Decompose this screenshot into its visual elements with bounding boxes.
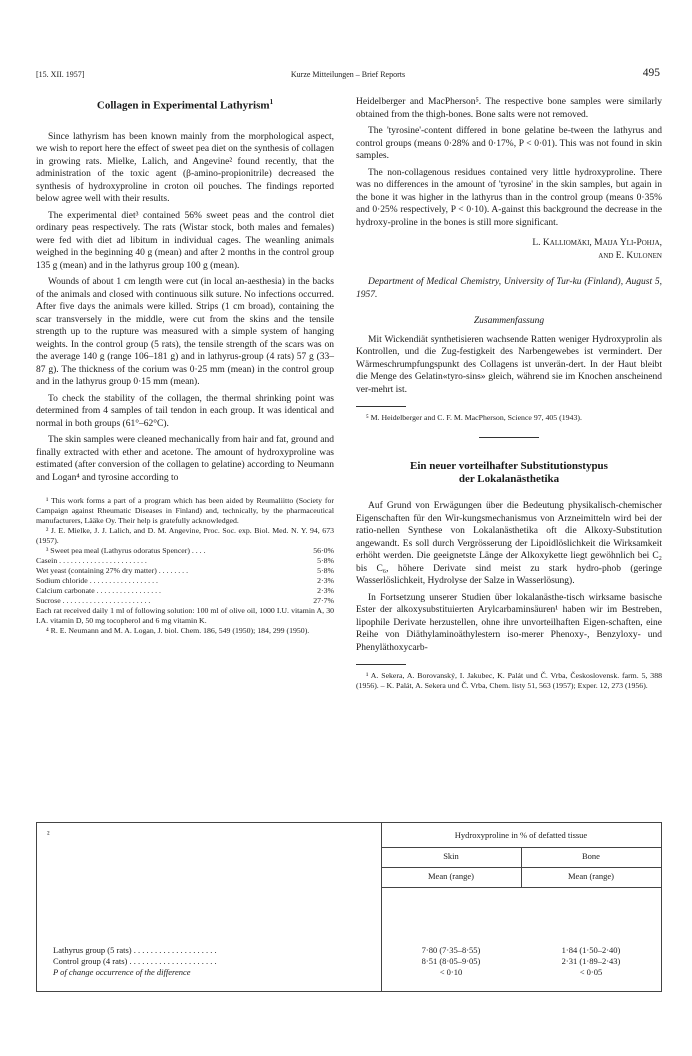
paragraph: The 'tyrosine'-content differed in bone gelatine be-tween the lathyrus and control groups (means 0·28% and 0·17%, P < 0·01). This was not found in skin samples. <box>356 126 662 161</box>
footnote: ² J. E. Mielke, J. J. Lalich, and D. M. Angevine, Proc. Soc. exp. Biol. Med. N. Y. 94, 673 (1957). <box>36 526 334 546</box>
paragraph: In Fortsetzung unserer Studien über lokalanästhe-tisch wirksame basische Ester der alkoxysubstituierten Arylcarbaminsäuren¹ haben wir im Bestreben, lipophile Derivate herzustellen, ohne ihre unvorteilhaften Eigen-schaften, eine Reihe von Diäthylaminoäthylestern iso-merer Phenoxy-, Benzyloxy- und Phenyläthoxycarb- <box>356 592 662 653</box>
diet-value: 27·7% <box>313 596 334 606</box>
paragraph: The experimental diet³ contained 56% sweet peas and the control diet ordinary peas respectively. The rats (Wistar stock, both males and females) were fed with diet ad libitum in individual cages. The weanling animals weighed in the beginning 40 g (mean) and after 2 months in the control group 135 g (mean) and in the lathyrus group 100 g (mean). <box>36 210 334 271</box>
footnote: ⁵ M. Heidelberger and C. F. M. MacPherson, Science 97, 405 (1943). <box>366 413 582 422</box>
diet-value: 56·0% <box>313 546 334 556</box>
footnotes <box>36 496 334 636</box>
diet-table <box>36 546 334 606</box>
right-column <box>356 96 662 691</box>
footnote: ¹ A. Sekera, A. Borovanský, I. Jakubec, K. Palát und Č. Vrba, Československ. farm. 5, 388 (1956). – K. Palát, A. Sekera und Č. Vrba, Chem. listy 51, 563 (1957); Exper. 12, 273 (1956). <box>356 671 662 690</box>
journal-section: Kurze Mitteilungen – Brief Reports <box>290 70 406 79</box>
authors: L. Kalliomäki, Maija Yli-Pohja, and E. Kulonen <box>532 238 662 261</box>
diet-row <box>36 566 334 576</box>
table-footnote-ref: ² <box>47 829 50 839</box>
paragraph: The non-collagenous residues contained very little hydroxyproline. There was no differences in the amount of 'tyrosine' in the skin samples, but again in the bone it was higher in the lathyrus than in the control group (means 0·35% and 0·25% respectively, P < 0·10). A-gainst this background the decrease in the hydroxy-proline in the bones is still more significant. <box>356 167 662 228</box>
footnotes <box>356 671 662 691</box>
affiliation: Department of Medical Chemistry, University of Tur-ku (Finland), August 5, 1957. <box>356 277 662 300</box>
diet-row <box>36 586 334 596</box>
diet-row <box>36 556 334 566</box>
column-header-bone: Bone <box>582 851 600 861</box>
page-number: 495 <box>642 67 660 79</box>
paragraph: To check the stability of the collagen, the thermal shrinking point was determined from 4 samples of tail tendon in each group. It was identical and normal in both groups (61°–62°C). <box>36 393 334 429</box>
subheader-bone: Mean (range) <box>567 871 614 881</box>
diet-label: Wet yeast (containing 27% dry matter) . . . . . . . . <box>36 566 189 576</box>
diet-value: 2·3% <box>317 576 334 586</box>
cell-bone: 2·31 (1·89–2·43) <box>561 956 621 966</box>
footnotes <box>356 413 662 423</box>
article-title: Ein neuer vorteilhafter Substitutionstypus der Lokalanästhetika <box>410 460 608 485</box>
column-header-skin: Skin <box>443 851 459 861</box>
diet-value: 2·3% <box>317 586 334 596</box>
cell-skin: 8·51 (8·05–9·05) <box>421 956 481 966</box>
footnote: ⁴ R. E. Neumann and M. A. Logan, J. biol. Chem. 186, 549 (1950); 184, 299 (1950). <box>46 626 310 636</box>
running-head <box>36 68 660 82</box>
summary-heading: Zusammenfassung <box>473 316 545 326</box>
diet-value: 5·8% <box>317 556 334 566</box>
issue-date: [15. XII. 1957] <box>36 70 85 79</box>
cell-skin: 7·80 (7·35–8·55) <box>421 945 481 955</box>
summary-text: Mit Wickendiät synthetisieren wachsende Ratten weniger Hydroxyprolin als Kontrollen, und die Zug-festigkeit des Narbengewebes ist vermindert. Der Wärmeschrumpfungspunkt des Collagens ist unverän-dert. In der Haut bleibt die Menge des Gelatin«tyro-sins» gleich, während sie im Knochen anscheinend ver-mehrt ist. <box>356 334 662 395</box>
table-header: Hydroxyproline in % of defatted tissue <box>454 830 588 840</box>
row-label: Lathyrus group (5 rats) . . . . . . . . . . . . . . . . . . . . <box>53 945 217 955</box>
paragraph: The skin samples were cleaned mechanically from hair and fat, ground and finally extracted with ether and acetone. The amount of hydroxyproline was estimated (after conversion of the collagen to gelatine) according to Neumann and Logan⁴ and tyrosine according to <box>36 435 334 483</box>
footnote: ¹ This work forms a part of a program which has been aided by Reumaliitto (Society for Campaign against Rheumatic Diseases in Finland) and, technically, by the pharmaceutical manufacturers, Lääke Oy. Their help is gratefully acknowledged. <box>36 496 334 526</box>
paragraph: Heidelberger and MacPherson⁵. The respective bone samples were similarly obtained from the thigh-bones. Bone salts were not removed. <box>356 97 662 120</box>
row-label: P of change occurrence of the difference <box>53 967 191 977</box>
paragraph: Since lathyrism has been known mainly from the morphological aspect, we wish to report here the effect of sweet pea diet on the synthesis of collagen in growing rats. Mielke, Lalich, and Angevine² found recently, that the administration of the toxic agent (β-amino-propionitrile) decreased the synthesis of hydroxyproline in croton oil pouches. The findings reported below agree well with their results. <box>36 131 334 205</box>
diet-label: Casein . . . . . . . . . . . . . . . . . . . . . . . <box>36 556 147 566</box>
diet-row <box>36 546 334 556</box>
cell-bone: < 0·05 <box>579 967 603 977</box>
paragraph: Wounds of about 1 cm length were cut (in local an-aesthesia) in the backs of the animals and closed with continuous silk suture. No infections occurred. After five days the animals were killed. Strips (1 cm broad), containing the scar transversely in the middle, were cut from the skins and the tensile strength up to the rupture was measured with a simple system of hanging weights. In the control group (5 rats), the tensile strength of the scars was on the average 140 g (range 106–181 g) and in lathyrus-group (4 rats) 57 g (33–87 g). The thickness of the corium was 0·25 mm (mean) in the control group and in the lathyrus group 0·15 mm (mean). <box>36 277 334 388</box>
article-separator <box>479 437 539 438</box>
footnote-rule <box>356 664 406 665</box>
article-title: Collagen in Experimental Lathyrism$^1$ <box>96 98 274 112</box>
row-label: Control group (4 rats) . . . . . . . . . . . . . . . . . . . . . <box>53 956 217 966</box>
left-column <box>36 96 334 636</box>
cell-bone: 1·84 (1·50–2·40) <box>561 945 621 955</box>
diet-label: ³ Sweet pea meal (Lathyrus odoratus Spencer) . . . . <box>46 546 206 556</box>
footnote-rule <box>356 406 406 407</box>
diet-label: Sodium chloride . . . . . . . . . . . . . . . . . . <box>36 576 158 586</box>
diet-label: Sucrose . . . . . . . . . . . . . . . . . . . . . . . <box>36 596 151 606</box>
diet-label: Calcium carbonate . . . . . . . . . . . . . . . . . <box>36 586 161 596</box>
paragraph: Auf Grund von Erwägungen über die Bedeutung physikalisch-chemischer Eigenschaften für den Wir-kungsmechanismus von Arzneimitteln wird bei der ratio-nellen Synthese von Lokalanästhetika oft die Alkoxy-Substitution angewandt. Es soll durch Vergrösserung der Lipoidlöslichkeit die Wirksamkeit erhöht werden. Die geeignetste Länge der Alkoxykette liegt gewöhnlich bei C₂ bis C₆, höhere Derivate sind meist zu stark hydro-phob (geringe Wasserlöslichkeit, Hydrolyse der Salze in Wasserlösung). <box>356 501 662 586</box>
diet-value: 5·8% <box>317 566 334 576</box>
table-rule <box>381 887 661 888</box>
results-table <box>36 822 662 992</box>
cell-skin: < 0·10 <box>439 967 463 977</box>
subheader-skin: Mean (range) <box>427 871 474 881</box>
footnote: Each rat received daily 1 ml of following solution: 100 ml of olive oil, 1000 I.U. vitamin A, 30 I.A. vitamin D, 50 mg tocopherol and 6 mg vitamin K. <box>36 606 334 626</box>
diet-row <box>36 596 334 606</box>
diet-row <box>36 576 334 586</box>
